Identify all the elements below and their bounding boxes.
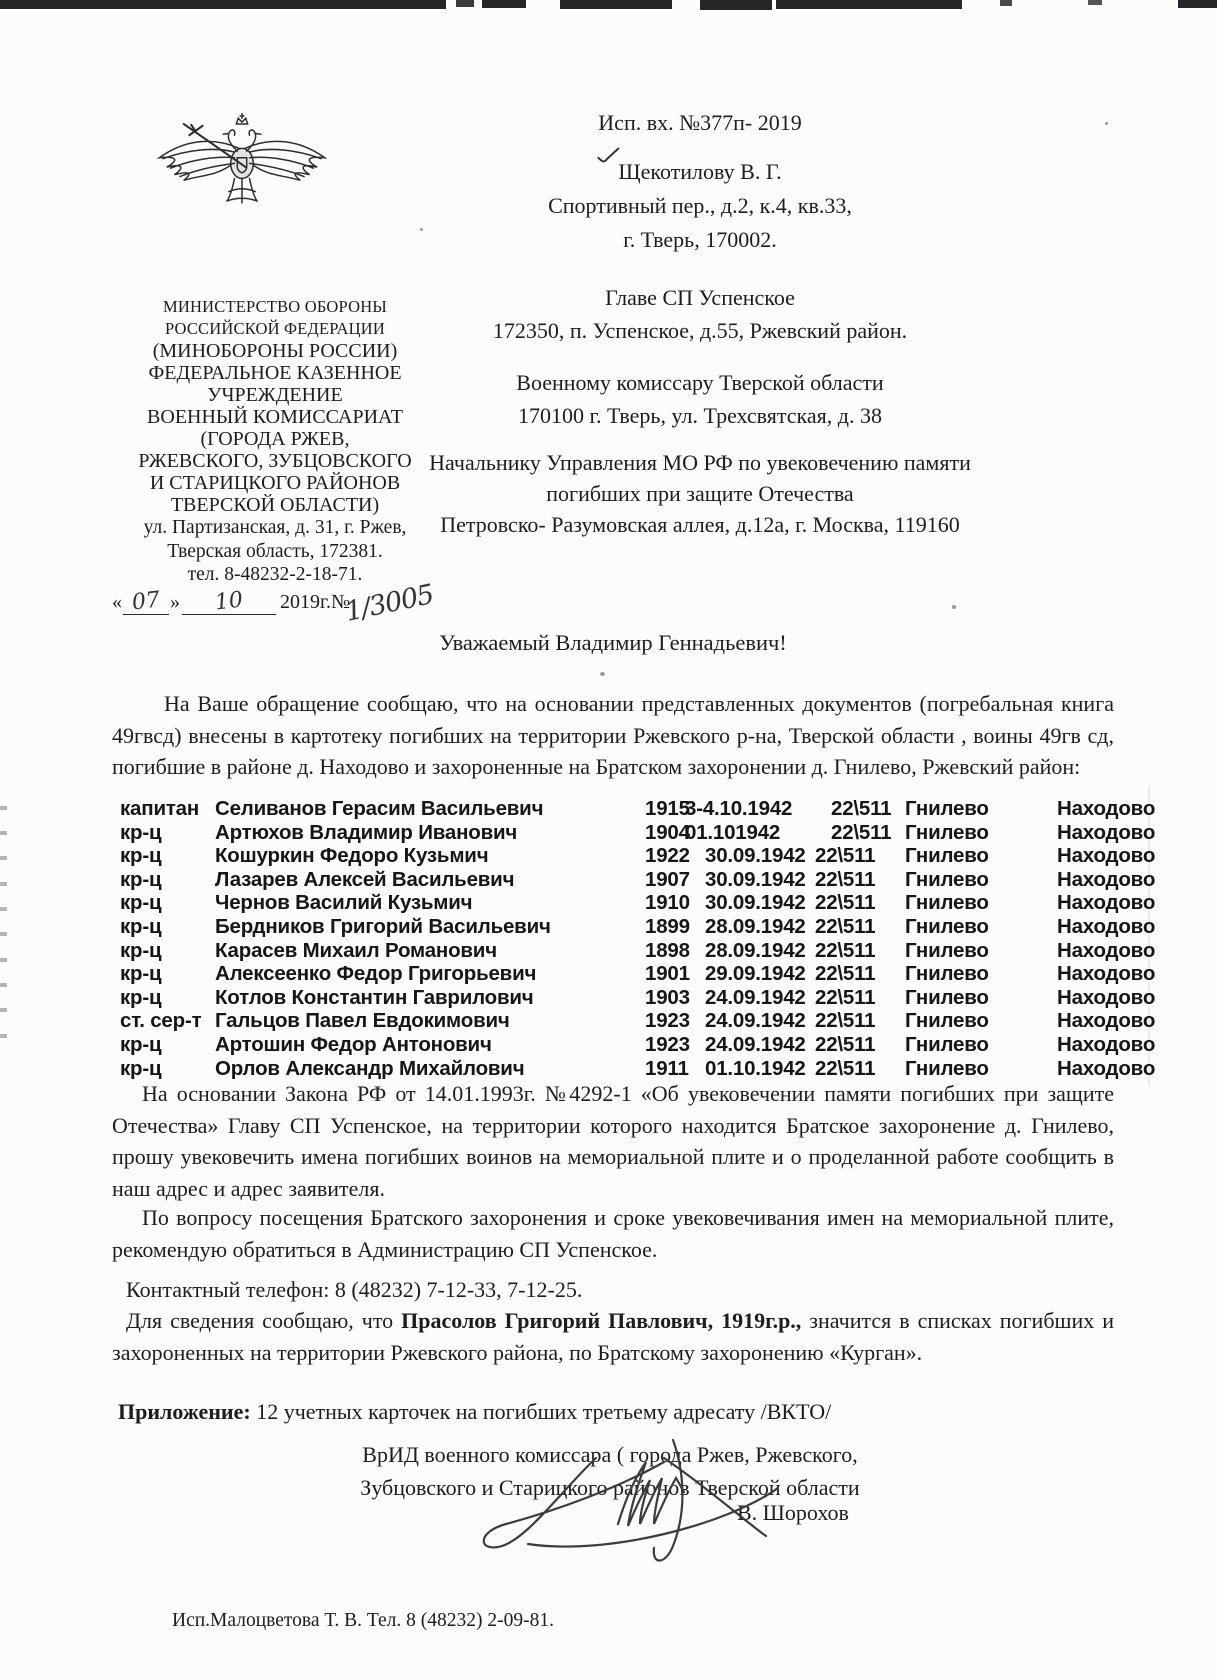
attachment-text: 12 учетных карточек на погибших третьему адресату /ВКТО/ (250, 1399, 832, 1424)
addressee-title: Начальнику Управления МО РФ по увековечению памяти (429, 450, 971, 475)
scan-edge-artifact (700, 0, 772, 10)
scan-edge-artifact (0, 1034, 7, 1038)
place-cell: Находово (1057, 962, 1156, 986)
place-cell: Находово (1057, 1056, 1156, 1080)
unit-cell: 22\511 (815, 844, 876, 868)
letterhead-line: И СТАРИЦКОГО РАЙОНОВ (149, 472, 401, 494)
birth-year-cell: 1904 (645, 820, 690, 844)
letterhead-address-line: ул. Партизанская, д. 31, г. Ржев, (143, 517, 407, 538)
rank-cell: кр-ц (120, 844, 162, 868)
burial-cell: Гнилево (905, 1056, 989, 1080)
birth-year-cell: 1911 (645, 1056, 689, 1080)
rank-cell: кр-ц (120, 962, 162, 986)
burial-cell: Гнилево (905, 914, 989, 938)
addressee-name: Щекотилову В. Г. (618, 159, 782, 184)
death-date-cell: 01.101942 (685, 820, 781, 844)
scan-edge-artifact (0, 831, 7, 835)
table-row (112, 986, 1174, 1010)
printed-year-number: 2019г.№ (280, 591, 351, 613)
table-row (112, 1009, 1174, 1033)
paragraph-prasolov-note (112, 1305, 1114, 1368)
death-date-cell: 30.09.1942 (705, 891, 806, 915)
unit-cell: 22\511 (815, 891, 876, 915)
burial-cell: Гнилево (905, 844, 989, 868)
place-cell: Находово (1057, 985, 1156, 1009)
addressee-military-commissar-block (390, 366, 1010, 432)
burial-cell: Гнилево (905, 867, 989, 891)
rank-cell: кр-ц (120, 867, 162, 891)
birth-year-cell: 1923 (645, 1009, 690, 1033)
handwritten-signature-scribble (468, 1428, 858, 1583)
place-cell: Находово (1057, 820, 1156, 844)
note-prefix: Для сведения сообщаю, что (126, 1308, 402, 1333)
letterhead-line: УЧРЕЖДЕНИЕ (207, 384, 343, 406)
birth-year-cell: 1915 (645, 797, 690, 820)
unit-cell: 22\511 (831, 820, 892, 844)
incoming-ref-number: Исп. вх. №377п- 2019 (598, 110, 802, 135)
table-row (112, 797, 1174, 821)
death-date-cell: 30.09.1942 (705, 867, 806, 891)
scan-edge-artifact (560, 0, 672, 9)
date-number-line (112, 578, 472, 628)
table-row (112, 891, 1174, 915)
death-date-cell: 01.10.1942 (705, 1056, 806, 1080)
place-cell: Находово (1057, 867, 1156, 891)
rank-cell: кр-ц (120, 938, 162, 962)
birth-year-cell: 1903 (645, 985, 690, 1009)
addressee-applicant-block (390, 155, 1010, 257)
letterhead-line: (МИНОБОРОНЫ РОССИИ) (152, 340, 398, 362)
note-person-bold: Прасолов Григорий Павлович, 1919г.р., (401, 1308, 802, 1333)
death-date-cell: 30.09.1942 (705, 844, 806, 868)
scan-edge-artifact (0, 806, 7, 810)
birth-year-cell: 1923 (645, 1032, 690, 1056)
paragraph-visit-recommendation: По вопросу посещения Братского захоронения и сроке увековечивания имен на мемориальной плите, рекомендую обратиться в Администрацию СП Успенское. (112, 1205, 1114, 1262)
table-row (112, 1057, 1174, 1081)
birth-year-cell: 1910 (645, 891, 690, 915)
rank-cell: ст. сер-т (120, 1009, 202, 1033)
letterhead-line: МИНИСТЕРСТВО ОБОРОНЫ (163, 297, 387, 316)
unit-cell: 22\511 (815, 962, 876, 986)
addressee-mod-directorate-block (370, 447, 1030, 540)
addressee-name: Главе СП Успенское (605, 285, 795, 310)
unit-cell: 22\511 (815, 938, 876, 962)
place-cell: Находово (1057, 1009, 1156, 1033)
table-row (112, 844, 1174, 868)
letterhead-address-line: Тверская область, 172381. (167, 540, 383, 562)
scan-edge-artifact (1178, 0, 1217, 8)
name-cell: Карасев Михаил Романович (215, 938, 497, 962)
letterhead-line: РОССИЙСКОЙ ФЕДЕРАЦИИ (164, 319, 386, 338)
paragraph-law-basis: На основании Закона РФ от 14.01.1993г. №4292-1 «Об увековечении памяти погибших при защите Отечества» Главу СП Успенское, на территории которого находится Братское захоронение д. Гнилево, прошу увековечить имена погибших воинов на мемориальной плите и о проделанной работе сообщить в наш адрес и адрес заявителя. (112, 1081, 1114, 1201)
table-row (112, 1033, 1174, 1057)
unit-cell: 22\511 (815, 1009, 876, 1033)
name-cell: Орлов Александр Михайлович (215, 1056, 525, 1080)
scan-edge-artifact (0, 932, 7, 936)
table-row (112, 962, 1174, 986)
letterhead-line: ФЕДЕРАЛЬНОЕ КАЗЕННОЕ (148, 362, 402, 384)
letterhead-line: ТВЕРСКОЙ ОБЛАСТИ) (170, 494, 380, 516)
name-cell: Гальцов Павел Евдокимович (215, 1009, 510, 1033)
addressee-title-cont: погибших при защите Отечества (546, 481, 854, 506)
scan-speck (600, 672, 605, 676)
rank-cell: кр-ц (120, 891, 162, 915)
quote-open: « (112, 591, 122, 613)
signature-title-line: ВрИД военного комиссара ( города Ржев, Ржевского, (362, 1442, 858, 1467)
burial-cell: Гнилево (905, 891, 989, 915)
death-date-cell: 29.09.1942 (705, 962, 806, 986)
burial-cell: Гнилево (905, 938, 989, 962)
place-cell: Находово (1057, 914, 1156, 938)
scan-edge-artifact (0, 1008, 7, 1012)
executor-footer-line: Исп.Малоцветова Т. В. Тел. 8 (48232) 2-09-81. (172, 1610, 554, 1631)
addressee-city: г. Тверь, 170002. (623, 227, 777, 252)
birth-year-cell: 1901 (645, 962, 690, 986)
burial-cell: Гнилево (905, 1032, 989, 1056)
signer-name: В. Шорохов (737, 1500, 849, 1525)
addressee-address: 172350, п. Успенское, д.55, Ржевский район. (492, 318, 908, 343)
attachment-label: Приложение: (118, 1399, 251, 1424)
addressee-settlement-head-block (390, 281, 1010, 347)
contact-phone-line: Контактный телефон: 8 (48232) 7-12-33, 7-12-25. (126, 1277, 583, 1302)
scan-edge-artifact (0, 0, 446, 9)
rank-cell: кр-ц (120, 820, 162, 844)
unit-cell: 22\511 (815, 867, 876, 891)
scan-edge-artifact (1000, 0, 1012, 6)
letterhead-phone-line: тел. 8-48232-2-18-71. (187, 564, 363, 585)
unit-cell: 22\511 (815, 1056, 876, 1080)
ministry-of-defense-eagle-emblem-icon (148, 106, 336, 239)
name-cell: Чернов Василий Кузьмич (215, 891, 473, 915)
scan-edge-artifact (1088, 0, 1102, 5)
addressee-address: Петровско- Разумовская аллея, д.12а, г. Москва, 119160 (440, 512, 960, 537)
note-suffix: значится в списках погибших и захороненных на территории Ржевского района, по Братскому захоронению «Курган». (112, 1308, 1114, 1365)
name-cell: Лазарев Алексей Васильевич (215, 867, 515, 891)
table-row (112, 821, 1174, 845)
name-cell: Кошуркин Федоро Кузьмич (215, 844, 489, 868)
addressee-address: 170100 г. Тверь, ул. Трехсвятская, д. 38 (518, 403, 882, 428)
scan-edge-artifact (482, 0, 526, 8)
birth-year-cell: 1898 (645, 938, 690, 962)
addressee-name: Военному комиссару Тверской области (516, 370, 884, 395)
rank-cell: кр-ц (120, 914, 162, 938)
burial-cell: Гнилево (905, 1009, 989, 1033)
death-date-cell: 28.09.1942 (705, 914, 806, 938)
burial-cell: Гнилево (905, 985, 989, 1009)
burial-cell: Гнилево (905, 797, 989, 820)
death-date-cell: 28.09.1942 (705, 938, 806, 962)
birth-year-cell: 1907 (645, 867, 690, 891)
birth-year-cell: 1899 (645, 914, 690, 938)
unit-cell: 22\511 (831, 797, 892, 820)
scan-edge-artifact (0, 983, 7, 987)
birth-year-cell: 1922 (645, 844, 690, 868)
burial-cell: Гнилево (905, 962, 989, 986)
rank-cell: кр-ц (120, 985, 162, 1009)
handwritten-day: 07 (123, 589, 169, 615)
place-cell: Находово (1057, 891, 1156, 915)
letterhead-line: (ГОРОДА РЖЕВ, (200, 428, 350, 450)
name-cell: Артошин Федор Антонович (215, 1032, 492, 1056)
burial-cell: Гнилево (905, 820, 989, 844)
letterhead-line: РЖЕВСКОГО, ЗУБЦОВСКОГО (138, 450, 412, 472)
scan-edge-artifact (456, 0, 474, 7)
scan-speck (1105, 122, 1108, 125)
casualties-table (112, 797, 1174, 1080)
scan-edge-artifact (0, 958, 7, 962)
paragraph-intro: На Ваше обращение сообщаю, что на основании представленных документов (погребальная книга 49гвсд) внесены в картотеку погибших на территории Ржевского р-на, Тверской области , воины 49гв сд, погибшие в районе д. Находово и захороненные на Братском захоронении д. Гнилево, Ржевский район: (112, 691, 1114, 779)
scan-edge-artifact (0, 856, 7, 860)
name-cell: Котлов Константин Гаврилович (215, 985, 534, 1009)
scan-speck (952, 605, 956, 609)
attachment-line (112, 1396, 1114, 1428)
name-cell: Артюхов Владимир Иванович (215, 820, 518, 844)
rank-cell: кр-ц (120, 1056, 162, 1080)
table-row (112, 939, 1174, 963)
rank-cell: капитан (120, 797, 200, 820)
table-row (112, 868, 1174, 892)
unit-cell: 22\511 (815, 914, 876, 938)
scan-edge-artifact (0, 882, 7, 886)
quote-close: » (170, 591, 180, 613)
name-cell: Алексеенко Федор Григорьевич (215, 962, 537, 986)
death-date-cell: 24.09.1942 (705, 1009, 806, 1033)
place-cell: Находово (1057, 844, 1156, 868)
name-cell: Селиванов Герасим Васильевич (215, 797, 544, 820)
name-cell: Бердников Григорий Васильевич (215, 914, 551, 938)
rank-cell: кр-ц (120, 1032, 162, 1056)
death-date-cell: 24.09.1942 (705, 1032, 806, 1056)
addressee-street: Спортивный пер., д.2, к.4, кв.33, (548, 193, 852, 218)
unit-cell: 22\511 (815, 985, 876, 1009)
unit-cell: 22\511 (815, 1032, 876, 1056)
death-date-cell: 3-4.10.1942 (685, 797, 793, 820)
letterhead-line: ВОЕННЫЙ КОМИССАРИАТ (147, 406, 403, 428)
table-row (112, 915, 1174, 939)
handwritten-month: 10 (182, 589, 276, 615)
salutation: Уважаемый Владимир Геннадьевич! (439, 630, 787, 655)
place-cell: Находово (1057, 1032, 1156, 1056)
place-cell: Находово (1057, 797, 1156, 820)
scan-edge-artifact (776, 0, 962, 9)
scan-edge-artifact (0, 907, 7, 911)
handwritten-outgoing-number: 1/3005 (342, 578, 437, 628)
place-cell: Находово (1057, 938, 1156, 962)
death-date-cell: 24.09.1942 (705, 985, 806, 1009)
signature-title-line: Зубцовского и Старицкого районов Тверской области (360, 1475, 860, 1500)
